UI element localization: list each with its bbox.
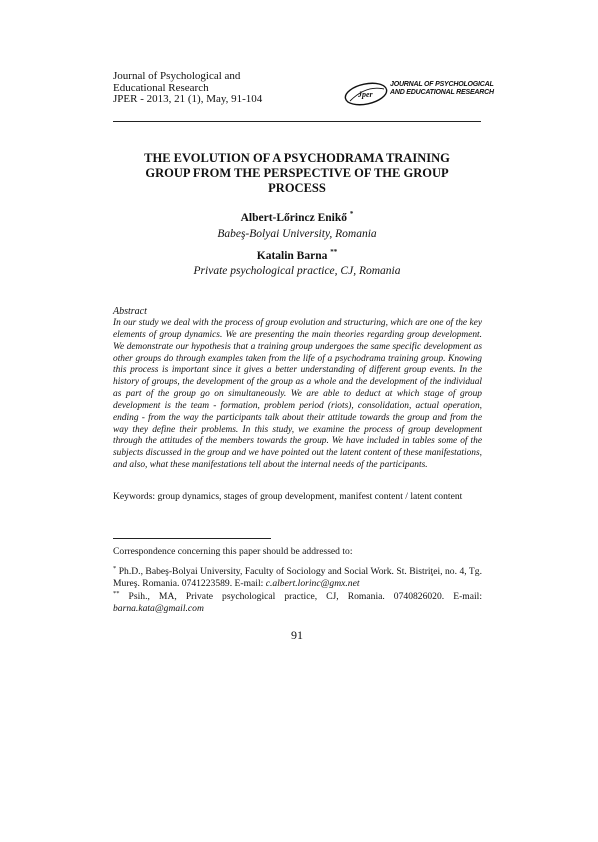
author-2-mark: ** — [330, 248, 338, 257]
journal-header — [113, 71, 262, 106]
abstract-label: Abstract — [113, 306, 147, 317]
footnote-1-email[interactable]: c.albert.lorinc@gmx.net — [265, 578, 360, 589]
footnote-2-email[interactable]: barna.kata@gmail.com — [113, 603, 204, 614]
footnote-2-text: Psih., MA, Private psychological practice, CJ, Romania. 0740826020. E-mail: — [119, 591, 482, 602]
footnote-2 — [113, 591, 482, 615]
journal-logo — [344, 81, 494, 107]
author-2-name: Katalin Barna — [256, 250, 328, 262]
author-2 — [113, 250, 481, 263]
logo-line2: AND EDUCATIONAL RESEARCH — [390, 89, 494, 96]
keywords: Keywords: group dynamics, stages of group development, manifest content / latent content — [113, 491, 463, 502]
logo-line1: JOURNAL OF PSYCHOLOGICAL — [390, 81, 494, 88]
jper-logo-icon — [344, 81, 390, 107]
paper-title — [113, 151, 481, 196]
author-2-affiliation: Private psychological practice, CJ, Romania — [193, 265, 401, 277]
journal-citation: JPER - 2013, 21 (1), May, 91-104 — [113, 93, 263, 105]
journal-name-line1: Journal of Psychological and — [113, 70, 241, 82]
footnote-1 — [113, 566, 482, 590]
footnote-2-mark: ** — [113, 589, 120, 597]
journal-name-line2: Educational Research — [113, 81, 209, 94]
page-number: 91 — [291, 628, 303, 642]
footnote-1-text: Ph.D., Babeş-Bolyai University, Faculty of Sociology and Social Work. St. Bistriţei, no. 4, Tg. Mureş. Romania. 0741223589. E-mail: — [113, 566, 482, 589]
logo-badge-text: Jper — [358, 90, 373, 99]
footnote-rule — [113, 538, 271, 539]
logo-wordmark — [390, 81, 494, 97]
footnote-1-mark: * — [113, 564, 117, 572]
author-1 — [113, 212, 481, 225]
abstract-text: In our study we deal with the process of group evolution and structuring, which are one of the key elements of group dynamics. We are presenting the main theories regarding group development. We demonstrate our hypothesis that a training group undergoes the same specific development as other groups do through examples taken from the life of a psychodrama training group. Knowing this process is important since it gives a better understanding of different group events. In the history of groups, the development of the group as a whole and the development of the individual as part of the group go on simultaneously. We are able to deduct at which stage of group development is the team - formation, problem period (riots), consolidation, actual operation, ending - from the way the participants talk about their attitude towards the group and from the way they define their problems. In this study, we examine the process of group development through the attitudes of the members towards the group. We have included in tables some of the subjects discussed in the group and we have pointed out the latent content of these manifestations, and also, what these manifestations tell about the internal needs of the participants. — [113, 318, 482, 471]
title-line2: GROUP FROM THE PERSPECTIVE OF THE GROUP — [145, 166, 449, 180]
title-line1: THE EVOLUTION OF A PSYCHODRAMA TRAINING — [144, 151, 450, 165]
author-1-affiliation: Babeş-Bolyai University, Romania — [217, 228, 377, 240]
title-line3: PROCESS — [268, 181, 326, 195]
author-1-mark: * — [349, 210, 354, 219]
correspondence-note: Correspondence concerning this paper should be addressed to: — [113, 546, 353, 557]
author-1-name: Albert-Lőrincz Enikő — [240, 212, 347, 224]
header-rule — [113, 121, 481, 122]
